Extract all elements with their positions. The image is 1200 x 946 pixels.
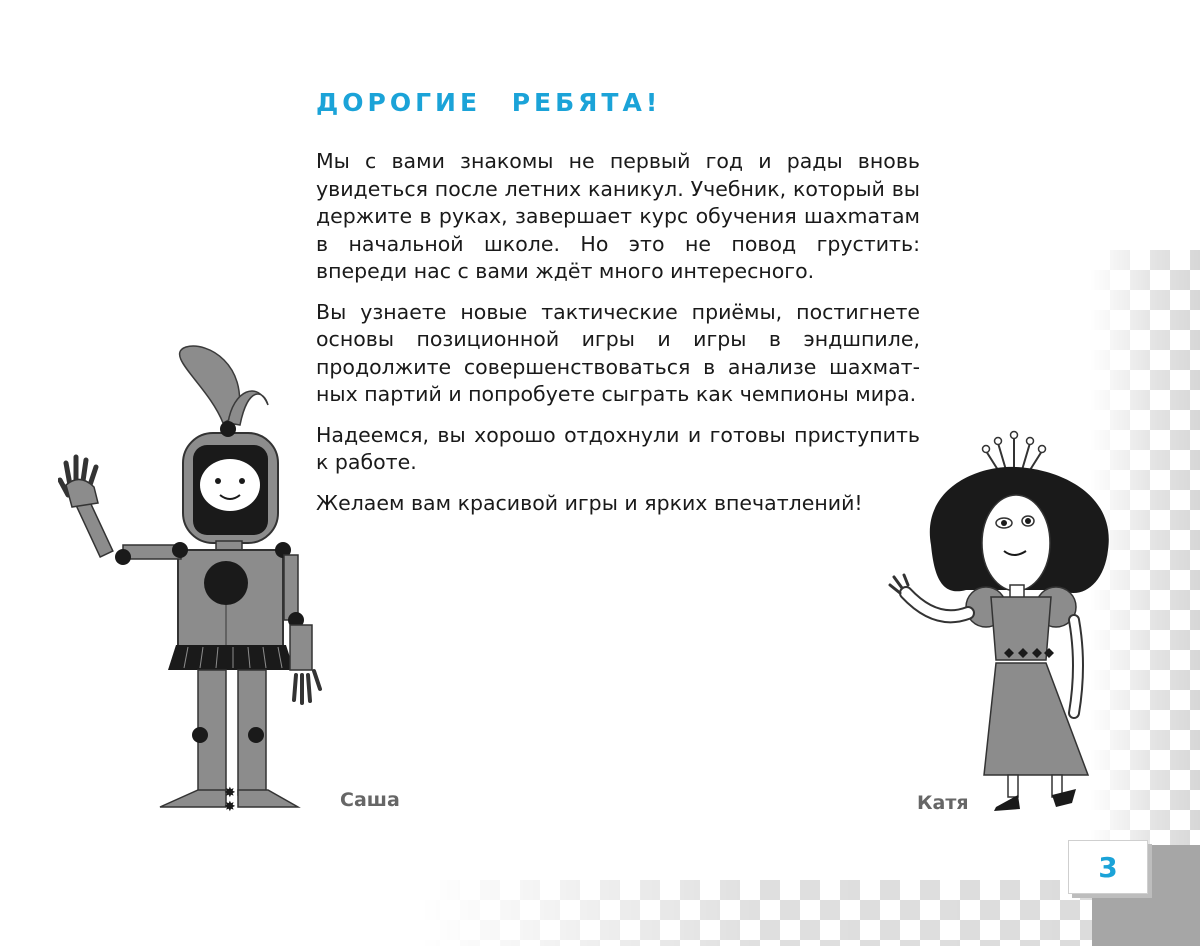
body-text: [316, 148, 920, 530]
page-number: 3: [1098, 850, 1118, 884]
page-heading: ДОРОГИЕ РЕБЯТА!: [316, 88, 662, 117]
caption-sasha: Саша: [340, 789, 400, 811]
paragraph: Желаем вам красивой игры и ярких впечатлений!: [316, 490, 863, 515]
svg-text:✸: ✸: [224, 785, 236, 801]
knight-figure-illustration: [58, 345, 333, 815]
paragraph: Вы узнаете новые тактические приёмы, постигнете основы позиционной игры и игры в эндшпиле, продолжите совершенствоваться в анализе шахматных партий и попробуете сыграть как чемпионы мира.: [316, 299, 920, 406]
paragraph: Мы с вами знакомы не первый год и рады вновь увидеться после летних каникул. Учебник, который вы держите в руках, завершает курс обучения шахmатам в начальной школе. Но это не повод грустить: впереди нас с вами ждёт много интересного.: [316, 149, 920, 283]
paragraph: Надеемся, вы хорошо отдохнули и готовы приступить к работе.: [316, 422, 920, 474]
checkerboard-decoration-bottom: [420, 880, 1100, 946]
svg-text:✸: ✸: [224, 799, 236, 815]
page-number-box: [1068, 840, 1148, 894]
caption-katya: Катя: [917, 792, 969, 814]
princess-figure-illustration: [886, 425, 1126, 815]
